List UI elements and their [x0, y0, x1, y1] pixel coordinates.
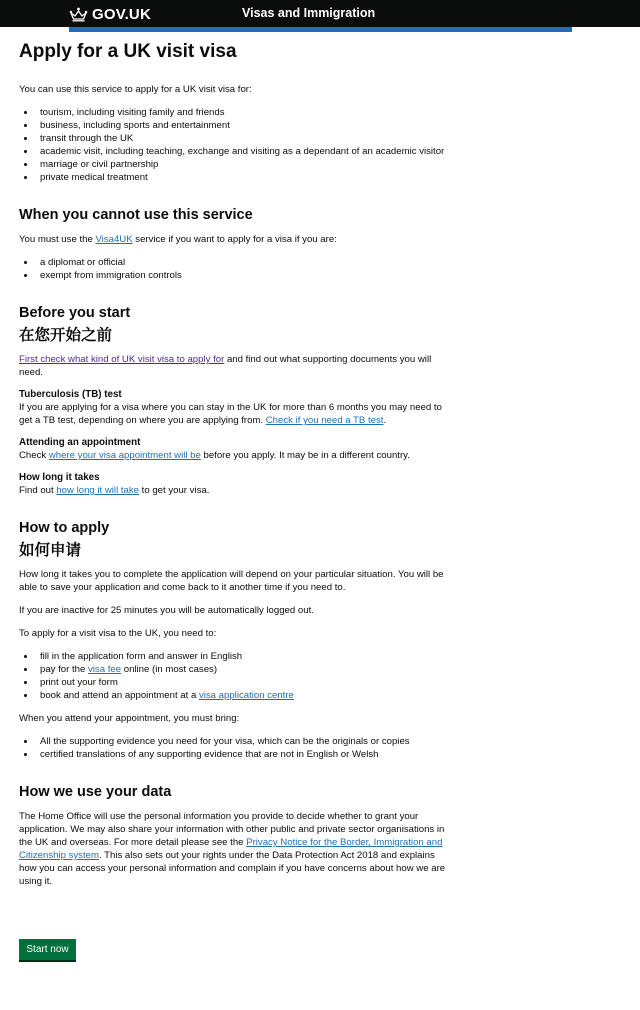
list-item [40, 689, 449, 702]
logo-text: GOV.UK [92, 5, 151, 23]
first-check-text [19, 353, 449, 379]
how-long-heading: How long it takes [19, 472, 100, 483]
list-item: print out your form [40, 676, 449, 689]
text: online (in most cases) [121, 664, 218, 675]
list-item: fill in the application form and answer in English [40, 650, 449, 663]
list-item [40, 663, 449, 676]
privacy-notice-link[interactable]: Privacy Notice for the Border, Immigration and Citizenship system [19, 837, 443, 861]
tb-test-link[interactable]: Check if you need a TB test [265, 415, 384, 426]
visa-centre-link[interactable]: visa application centre [198, 690, 294, 701]
intro-text: You can use this service to apply for a UK visit visa for: [19, 84, 252, 95]
text: book and attend an appointment at a [40, 690, 199, 701]
before-start-heading: Before you start [19, 305, 131, 321]
inactive-paragraph: If you are inactive for 25 minutes you will be automatically logged out. [19, 605, 314, 616]
text: . This also sets out your rights under the Data Protection Act 2018 and explains how you can access your personal information and complain if you have concerns about how we are using it. [19, 850, 446, 887]
list-item: All the supporting evidence you need for your visa, which can be the originals or copies [40, 735, 449, 748]
start-now-button[interactable]: Start now [19, 939, 76, 960]
text: The Home Office will use the personal information you provide to decide whether to grant your application. We may also share your information with other public and private sector organisations in the UK and overseas. For more detail please see the [19, 811, 445, 848]
service-name[interactable]: Visas and Immigration [242, 6, 376, 20]
list-item: exempt from immigration controls [40, 269, 449, 282]
list-item: marriage or civil partnership [40, 158, 449, 171]
data-use-heading: How we use your data [19, 784, 172, 800]
text: Check [19, 450, 49, 461]
cannot-use-heading: When you cannot use this service [19, 207, 253, 223]
text: . [383, 415, 387, 426]
text: to get your visa. [139, 485, 210, 496]
visa-type-link[interactable]: First check what kind of UK visit visa to apply for [19, 354, 225, 365]
page-title: Apply for a UK visit visa [19, 41, 237, 62]
main-content [19, 40, 449, 888]
data-use-text [19, 810, 449, 888]
govuk-logo[interactable] [69, 5, 151, 23]
list-item: business, including sports and entertainment [40, 119, 449, 132]
how-to-apply-heading: How to apply [19, 520, 110, 536]
list-item: transit through the UK [40, 132, 449, 145]
appointment-heading: Attending an appointment [19, 437, 141, 448]
cannot-use-text [19, 233, 449, 246]
apply-steps-list [19, 650, 449, 702]
list-item: tourism, including visiting family and friends [40, 106, 449, 119]
cannot-use-list [19, 256, 449, 282]
appointment-link[interactable]: where your visa appointment will be [48, 450, 201, 461]
visa4uk-link[interactable]: Visa4UK [95, 234, 133, 245]
text: If you are applying for a visa where you can stay in the UK for more than 6 months you may need to get a TB test, depending on where you are applying from. [19, 402, 442, 426]
site-header [0, 0, 640, 27]
how-long-paragraph: How long it takes you to complete the application will depend on your particular situation. You will be able to save your application and come back to it another time if you need to. [19, 569, 444, 593]
tb-text [19, 401, 449, 427]
crown-icon [69, 7, 88, 22]
list-item: a diplomat or official [40, 256, 449, 269]
list-item: private medical treatment [40, 171, 449, 184]
how-long-text [19, 484, 449, 497]
list-item: certified translations of any supporting evidence that are not in English or Welsh [40, 748, 449, 761]
how-long-link[interactable]: how long it will take [56, 485, 139, 496]
text: You must use the [19, 234, 96, 245]
apply-steps-intro: To apply for a visit visa to the UK, you need to: [19, 628, 217, 639]
bring-intro: When you attend your appointment, you must bring: [19, 713, 240, 724]
before-start-heading-zh: 在您开始之前 [19, 327, 113, 344]
text: and find out what supporting documents you will need. [19, 354, 432, 378]
visa-fee-link[interactable]: visa fee [88, 664, 122, 675]
text: pay for the [40, 664, 88, 675]
intro-list [19, 106, 449, 184]
tb-heading: Tuberculosis (TB) test [19, 389, 122, 400]
header-accent-bar [69, 27, 572, 32]
bring-list [19, 735, 449, 761]
how-to-apply-heading-zh: 如何申请 [19, 542, 82, 559]
list-item: academic visit, including teaching, exchange and visiting as a dependant of an academic visitor [40, 145, 449, 158]
appointment-text [19, 449, 449, 462]
text: before you apply. It may be in a different country. [200, 450, 410, 461]
text: Find out [19, 485, 57, 496]
text: service if you want to apply for a visa if you are: [132, 234, 337, 245]
